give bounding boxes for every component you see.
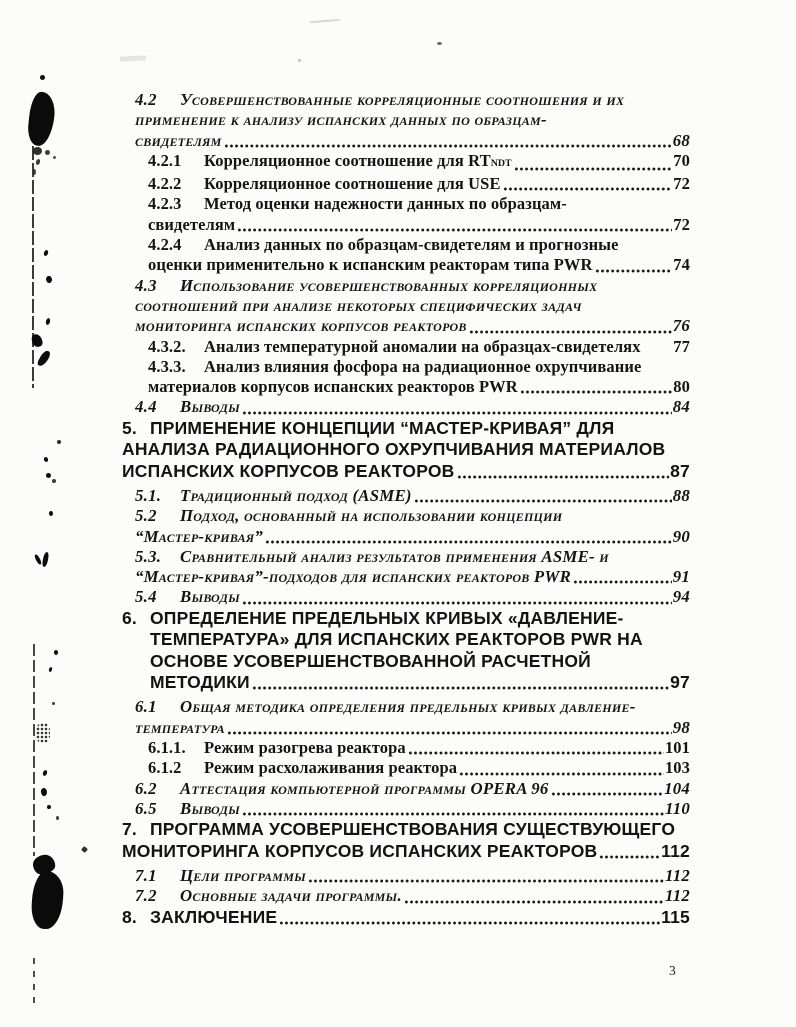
- entry-text: ЗАКЛЮЧЕНИЕ: [150, 906, 278, 927]
- leader-dots: [457, 474, 670, 480]
- entry-number: 7.2: [135, 886, 157, 906]
- leader-dots: [520, 389, 672, 395]
- entry-number: 6.1: [135, 697, 157, 717]
- toc-entry: [0, 547, 690, 588]
- entry-number: 4.3: [135, 275, 157, 295]
- leader-dots: [514, 166, 673, 172]
- toc-entry: [0, 194, 690, 235]
- entry-text: Корреляционное соотношение для USE: [204, 174, 501, 194]
- leader-dots: [408, 750, 664, 756]
- leader-dots: [599, 854, 660, 860]
- leader-dots: [227, 730, 672, 736]
- entry-text: “Мастер-кривая”-подходов для испанских реакторов PWR: [135, 567, 572, 587]
- entry-text: Основные задачи программы.: [180, 886, 402, 906]
- toc-entry: [0, 151, 690, 174]
- toc-entry: [0, 276, 690, 337]
- entry-page-ref: 98: [672, 717, 690, 737]
- entry-page-ref: 70: [673, 150, 690, 170]
- entry-number: 5.3.: [135, 546, 162, 566]
- entry-text: ИСПАНСКИХ КОРПУСОВ РЕАКТОРОВ: [122, 460, 455, 481]
- entry-page-ref: 103: [664, 758, 690, 778]
- toc-entry: [0, 357, 690, 398]
- entry-number: 5.2: [135, 506, 157, 526]
- entry-text: Аттестация компьютерной программы OPERA 96: [180, 778, 549, 798]
- entry-page-ref: 91: [672, 567, 690, 587]
- leader-dots: [414, 498, 672, 504]
- leader-dots: [265, 539, 672, 545]
- entry-subscript: NDT: [490, 157, 512, 169]
- entry-text: Цели программы: [180, 865, 306, 885]
- entry-text: Традиционный подход (ASME): [180, 485, 412, 505]
- leader-dots: [469, 329, 672, 335]
- entry-text: Корреляционное соотношение для RT: [204, 150, 491, 170]
- entry-text: мониторинга испанских корпусов реакторов: [135, 316, 467, 336]
- leader-dots: [252, 685, 669, 691]
- entry-number: 8.: [122, 906, 137, 927]
- entry-number: 4.2: [135, 90, 157, 109]
- ink-speck: [437, 42, 442, 45]
- entry-page-ref: 74: [673, 255, 690, 275]
- entry-number: 7.: [122, 819, 137, 840]
- entry-page-ref: 77: [673, 336, 690, 356]
- entry-number: 5.1.: [135, 485, 162, 505]
- entry-text: МЕТОДИКИ: [150, 671, 250, 692]
- entry-page-ref: 97: [670, 671, 690, 692]
- entry-page-ref: 94: [672, 587, 690, 607]
- entry-page-ref: 104: [664, 778, 690, 798]
- entry-page-ref: 115: [661, 906, 690, 927]
- toc-entry: [0, 587, 690, 607]
- entry-text: Метод оценки надежности данных по образцам-: [204, 194, 567, 214]
- leader-dots: [224, 143, 672, 149]
- entry-text: АНАЛИЗА РАДИАЦИОННОГО ОХРУПЧИВАНИЯ МАТЕРИАЛОВ: [122, 439, 666, 460]
- leader-dots: [242, 811, 664, 817]
- entry-page-ref: 72: [673, 174, 690, 194]
- entry-text: Режим расхолаживания реактора: [204, 758, 458, 778]
- ink-speck: [298, 59, 301, 62]
- entry-number: 6.: [122, 607, 137, 628]
- entry-number: 7.1: [135, 865, 157, 885]
- entry-page-ref: 88: [672, 485, 690, 505]
- leader-dots: [242, 600, 672, 606]
- page-number: 3: [669, 963, 676, 978]
- toc-entry: [0, 337, 690, 357]
- entry-text: Выводы: [180, 587, 240, 607]
- entry-page-ref: 84: [672, 397, 690, 417]
- entry-number: 5.4: [135, 587, 157, 607]
- entry-text: МОНИТОРИНГА КОРПУСОВ ИСПАНСКИХ РЕАКТОРОВ: [122, 840, 598, 861]
- toc-entry: [0, 235, 690, 276]
- entry-text: Анализ температурной аномалии на образцах-свидетелях: [204, 336, 641, 356]
- leader-dots: [573, 579, 672, 585]
- entry-text: свидетелям: [135, 130, 222, 150]
- scan-line: [33, 958, 35, 1008]
- entry-text: соотношений при анализе некоторых специфических задач: [135, 295, 582, 315]
- entry-text: применение к анализу испанских данных по образцам-: [135, 110, 547, 130]
- leader-dots: [459, 771, 664, 777]
- entry-text: “Мастер-кривая”: [135, 526, 264, 546]
- toc-entry: [0, 418, 690, 482]
- entry-page-ref: 112: [661, 840, 690, 861]
- entry-text: Использование усовершенствованных корреляционных: [180, 275, 598, 295]
- entry-text: Общая методика определения предельных кривых давление-: [180, 697, 636, 717]
- toc-entry: [0, 758, 690, 778]
- leader-dots: [404, 899, 664, 905]
- entry-page-ref: 80: [673, 377, 690, 397]
- leader-dots: [551, 791, 664, 797]
- entry-text: ПРИМЕНЕНИЕ КОНЦЕПЦИИ “МАСТЕР-КРИВАЯ” ДЛЯ: [150, 417, 615, 438]
- entry-page-ref: 112: [665, 886, 690, 906]
- entry-text: температура: [135, 717, 225, 737]
- entry-number: 6.5: [135, 798, 157, 818]
- toc-entry: [0, 779, 690, 799]
- entry-text: ОСНОВЕ УСОВЕРШЕНСТВОВАННОЙ РАСЧЕТНОЙ: [150, 650, 591, 671]
- toc-entry: [0, 738, 690, 758]
- pencil-mark: [120, 55, 146, 61]
- entry-text: Выводы: [180, 798, 240, 818]
- leader-dots: [503, 186, 673, 192]
- entry-number: 4.2.1: [148, 150, 182, 170]
- toc-entry: [0, 174, 690, 194]
- toc-entry: [0, 907, 690, 928]
- leader-dots: [308, 878, 664, 884]
- entry-text: ТЕМПЕРАТУРА» ДЛЯ ИСПАНСКИХ РЕАКТОРОВ PWR НА: [150, 629, 643, 650]
- entry-number: 6.2: [135, 778, 157, 798]
- entry-text: материалов корпусов испанских реакторов PWR: [148, 377, 518, 397]
- entry-page-ref: 112: [665, 865, 690, 885]
- entry-text: Подход, основанный на использовании концепции: [180, 506, 563, 526]
- entry-text: Анализ данных по образцам-свидетелям и прогнозные: [204, 235, 619, 255]
- entry-page-ref: 110: [665, 798, 690, 818]
- ink-speck: [40, 75, 45, 80]
- entry-text: Сравнительный анализ результатов применения ASME- и: [180, 546, 609, 566]
- entry-number: 4.4: [135, 397, 157, 417]
- toc-entry: [0, 866, 690, 886]
- entry-text: Выводы: [180, 397, 240, 417]
- toc-entry: [0, 799, 690, 819]
- entry-number: 4.2.3: [148, 194, 182, 214]
- entry-text: ОПРЕДЕЛЕНИЕ ПРЕДЕЛЬНЫХ КРИВЫХ «ДАВЛЕНИЕ-: [150, 607, 624, 628]
- entry-page-ref: 87: [670, 460, 690, 481]
- entry-number: 6.1.1.: [148, 737, 186, 757]
- toc-entry: [0, 886, 690, 906]
- entry-number: 6.1.2: [148, 758, 182, 778]
- toc-entry: [0, 90, 690, 151]
- entry-text: ПРОГРАММА УСОВЕРШЕНСТВОВАНИЯ СУЩЕСТВУЮЩЕГО: [150, 819, 676, 840]
- toc-entry: [0, 697, 690, 738]
- leader-dots: [643, 349, 673, 355]
- leader-dots: [279, 920, 660, 926]
- entry-number: 4.2.4: [148, 235, 182, 255]
- entry-text: оценки применительно к испанским реакторам типа PWR: [148, 255, 593, 275]
- entry-page-ref: 90: [672, 526, 690, 546]
- entry-text: Усовершенствованные корреляционные соотношения и их: [180, 90, 625, 109]
- leader-dots: [595, 268, 673, 274]
- leader-dots: [242, 410, 672, 416]
- toc-entry: [0, 506, 690, 547]
- entry-page-ref: 101: [664, 737, 690, 757]
- leader-dots: [237, 227, 672, 233]
- pencil-mark: [310, 19, 341, 31]
- entry-number: 5.: [122, 417, 137, 438]
- table-of-contents: [0, 90, 690, 932]
- entry-page-ref: 72: [673, 214, 690, 234]
- entry-page-ref: 68: [672, 130, 690, 150]
- toc-entry: [0, 819, 690, 862]
- entry-number: 4.2.2: [148, 174, 182, 194]
- entry-number: 4.3.2.: [148, 336, 186, 356]
- entry-number: 4.3.3.: [148, 356, 186, 376]
- entry-text: свидетелям: [148, 214, 236, 234]
- toc-entry: [0, 608, 690, 694]
- toc-entry: [0, 486, 690, 506]
- toc-entry: [0, 397, 690, 417]
- entry-text: Режим разогрева реактора: [204, 737, 406, 757]
- entry-page-ref: 76: [672, 316, 690, 336]
- entry-text: Анализ влияния фосфора на радиационное охрупчивание: [204, 356, 642, 376]
